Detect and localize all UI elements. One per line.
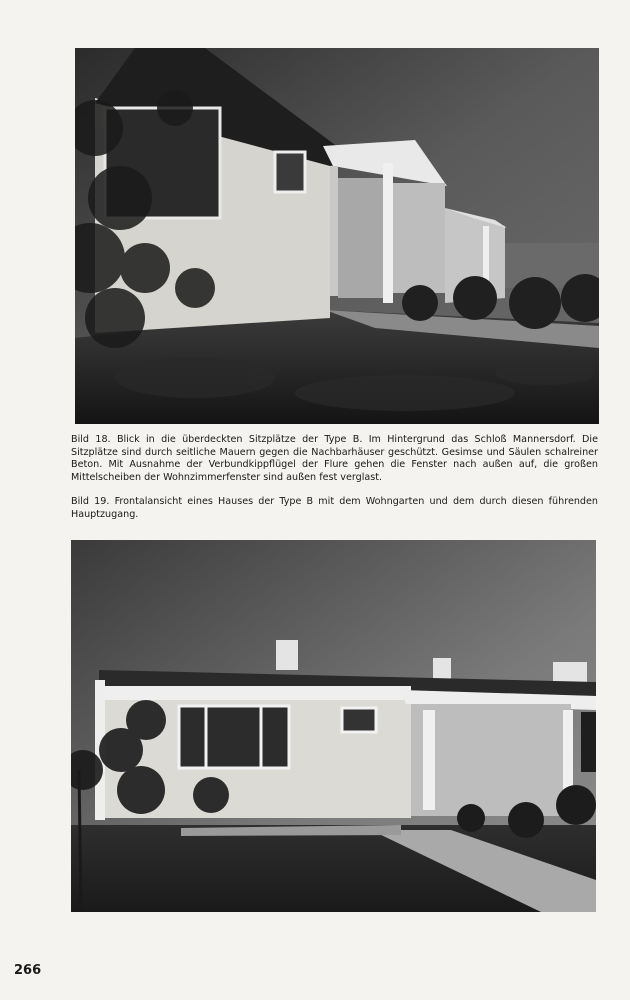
caption-figure-19: Bild 19. Frontalansicht eines Hauses der Type B mit dem Wohngarten und dem durch diesen führenden Hauptzugang. <box>71 496 598 520</box>
photo-figure-18-image <box>75 48 599 424</box>
caption-figure-18: Bild 18. Blick in die überdeckten Sitzplätze der Type B. Im Hintergrund das Schloß Mannersdorf. Die Sitzplätze sind durch seitliche Mauern gegen die Nachbarhäuser geschützt. Gesimse und Säulen schalreiner Beton. Mit Ausnahme der Verbundkippflügel der Flure gehen die Fenster nach außen auf, die großen Mittelscheiben der Wohnzimmerfenster sind außen fest verglast. <box>71 434 598 483</box>
photo-figure-19 <box>71 540 596 912</box>
page-number: 266 <box>14 963 42 978</box>
photo-figure-18 <box>75 48 599 424</box>
photo-figure-19-image <box>71 540 596 912</box>
